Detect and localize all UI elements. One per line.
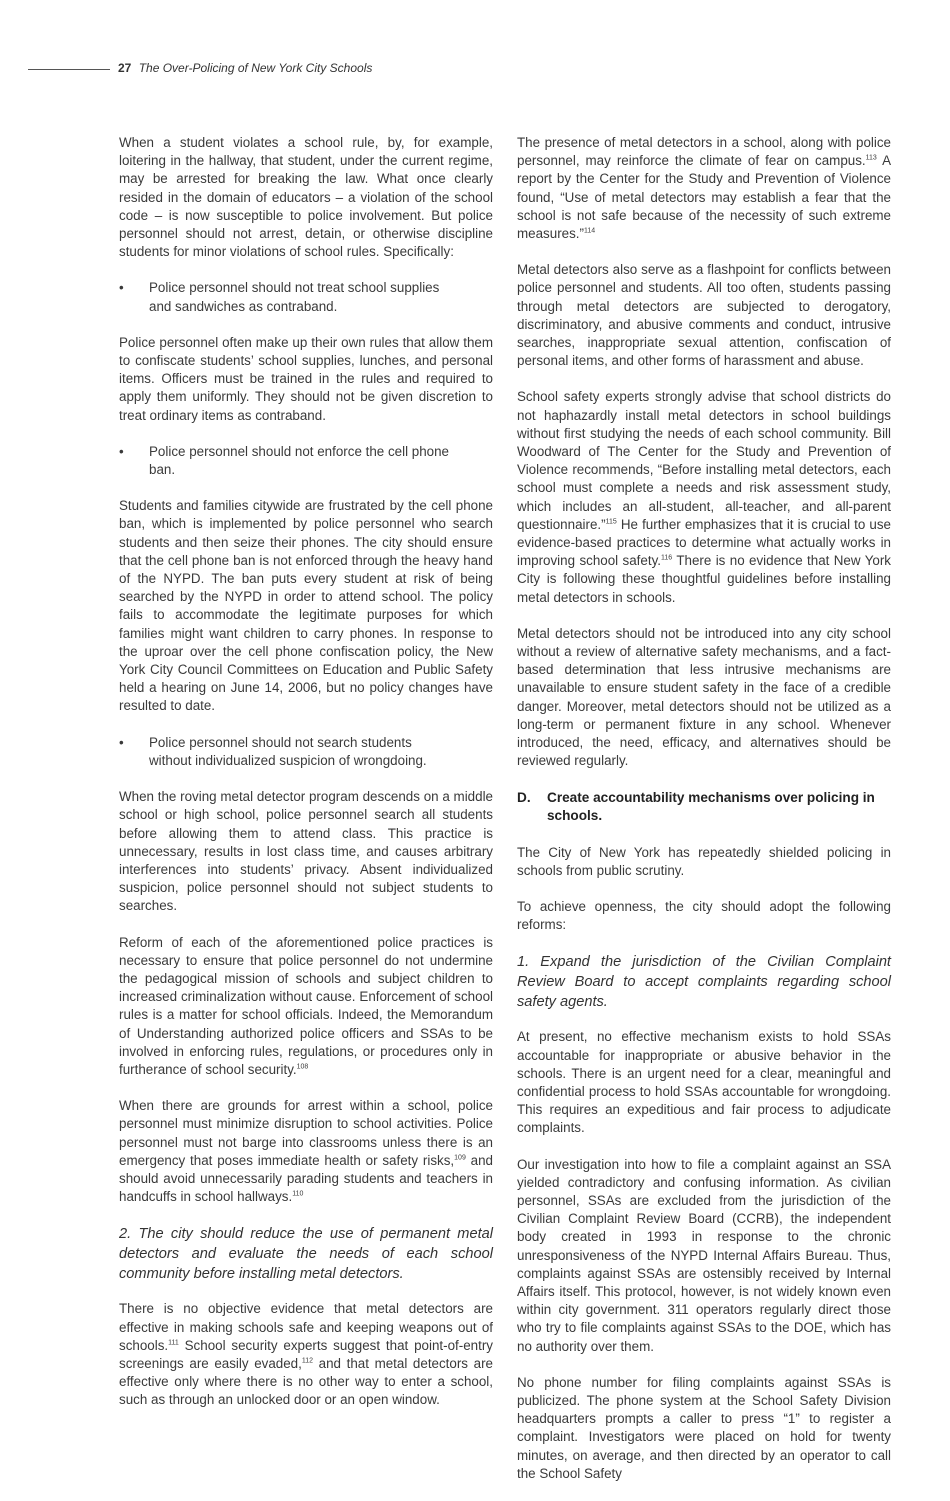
paragraph-text: When there are grounds for arrest within a school, police personnel must minimize disruption to school activities. Police personnel must not barge into classrooms unless there is an emergency that poses immediate health or safety risks,	[119, 1098, 493, 1168]
right-column	[517, 134, 891, 1501]
paragraph-text: Reform of each of the aforementioned police practices is necessary to ensure that police personnel do not undermine the pedagogical mission of schools and subject children to increased criminalization without cause. Enforcement of school rules is a matter for school officials. Indeed, the Memorandum of Understanding authorized police officers and SSAs to be involved in enforcing rules, regulations, or procedures only in furtherance of school security.	[119, 934, 493, 1077]
paragraph-text: School security experts suggest that point-of-entry screenings are easily evaded,	[119, 1337, 493, 1371]
bullet-item: • Police personnel should not treat school supplies and sandwiches as contraband.	[119, 279, 455, 315]
bullet-item: • Police personnel should not search students without individualized suspicion of wrongdoing.	[119, 734, 455, 770]
paragraph: Our investigation into how to file a complaint against an SSA yielded contradictory and confusing information. As civilian personnel, SSAs are excluded from the jurisdiction of the Civilian Complaint Review Board (CCRB), the independent body created in 1993 in response to the chronic unresponsiveness of the NYPD Internal Affairs Bureau. Thus, complaints against SSAs are ostensibly received by Internal Affairs itself. This protocol, however, is not widely known even within city government. 311 operators regularly direct those who try to file complaints against SSAs to the DOE, which has no authority over them.	[517, 1156, 891, 1354]
paragraph: When the roving metal detector program descends on a middle school or high school, police personnel search all students before allowing them to attend class. This practice is unnecessary, results in lost class time, and causes arbitrary interferences into students’ privacy. Absent individualized suspicion, police personnel should not subject students to searches.	[119, 789, 493, 914]
footnote-ref: 109	[454, 1154, 466, 1162]
paragraph-text: He further emphasizes that it is crucial to use evidence-based practices to determine what actually works in improving school safety.	[517, 516, 891, 569]
section-heading	[517, 789, 891, 826]
footnote-ref: 110	[292, 1190, 304, 1198]
footnote-ref: 115	[605, 518, 617, 526]
running-title: The Over-Policing of New York City Schools	[138, 61, 373, 75]
running-header	[118, 61, 372, 75]
paragraph-text: There is no objective evidence that metal detectors are effective in making schools safe and keeping weapons out of schools.	[119, 1301, 493, 1353]
footnote-ref: 108	[296, 1063, 309, 1071]
paragraph: When a student violates a school rule, by, for example, loitering in the hallway, that student, under the current regime, may be arrested for breaking the law. What once clearly resided in the domain of educators – a violation of the school code – is now susceptible to police involvement. But police personnel should not arrest, detain, or otherwise discipline students for minor violations of school rules. Specifically:	[119, 135, 493, 260]
paragraph: Metal detectors also serve as a flashpoint for conflicts between police personnel and students. All too often, students passing through metal detectors are subjected to derogatory, discriminatory, and abusive comments and conduct, intrusive searches, inappropriate sexual attention, confiscation of personal items, and other forms of harassment and abuse.	[517, 262, 891, 369]
paragraph	[517, 134, 891, 243]
paragraph: Police personnel often make up their own rules that allow them to confiscate students’ school supplies, lunches, and personal items. Officers must be trained in the rules and required to apply them uniformly. They should not be given discretion to treat ordinary items as contraband.	[119, 334, 493, 423]
bullet-item: • Police personnel should not enforce the cell phone ban.	[119, 443, 455, 479]
section-title: Create accountability mechanisms over policing in schools.	[547, 789, 875, 823]
footnote-ref: 113	[865, 154, 877, 162]
footnote-ref: 112	[301, 1357, 314, 1365]
paragraph: Metal detectors should not be introduced into any city school without a review of alternative safety mechanisms, and a fact-based determination that less intrusive mechanisms are unavailable to ensure student safety in the face of a credible danger. Moreover, metal detectors should not be utilized as a long-term or permanent fixture in any school. Whenever introduced, the need, efficacy, and alternatives should be reviewed regularly.	[517, 625, 891, 769]
left-column	[119, 134, 493, 1428]
footnote-ref: 114	[583, 227, 596, 235]
paragraph	[119, 1300, 493, 1409]
paragraph	[517, 388, 891, 606]
paragraph: No phone number for filing complaints against SSAs is publicized. The phone system at the School Safety Division headquarters prompts a caller to press “1” to register a complaint. Investigators were placed on hold for twenty minutes, on average, and then directed by an operator to call the School Safety	[517, 1374, 891, 1481]
paragraph-text: The presence of metal detectors in a school, along with police personnel, may reinforce the climate of fear on campus.	[517, 135, 891, 169]
paragraph-text: A report by the Center for the Study and Prevention of Violence found, “Use of metal detectors may establish a fear that the school is not safe because of the necessity of such extreme measures.”	[517, 153, 891, 242]
page-number: 27	[118, 61, 132, 75]
paragraph-text: and that metal detectors are effective only where there is no other way to enter a school, such as through an unlocked door or an open window.	[119, 1355, 493, 1408]
section-letter: D.	[517, 789, 531, 805]
paragraph-text: There is no evidence that New York City is following these thoughtful guidelines before installing metal detectors in schools.	[517, 553, 891, 605]
paragraph: Students and families citywide are frustrated by the cell phone ban, which is implemented by police personnel who search students and then seize their phones. The city should ensure that the cell phone ban is not enforced through the heavy hand of the NYPD. The ban puts every student at risk of being searched by the NYPD in order to attend school. The policy fails to accommodate the legitimate purposes for which families might want children to carry phones. In response to the uproar over the cell phone confiscation policy, the New York City Council Committees on Education and Public Safety held a hearing on June 14, 2006, but no policy changes have resulted to date.	[119, 498, 493, 714]
subsection-heading: 1. Expand the jurisdiction of the Civilian Complaint Review Board to accept complaints regarding school safety agents.	[517, 954, 891, 1011]
subsection-heading: 2. The city should reduce the use of permanent metal detectors and evaluate the needs of each school community before installing metal detectors.	[119, 1226, 493, 1283]
paragraph	[119, 1097, 493, 1206]
paragraph: To achieve openness, the city should adopt the following reforms:	[517, 898, 891, 933]
paragraph-text: School safety experts strongly advise that school districts do not haphazardly install metal detectors in school buildings without first studying the needs of each school community. Bill Woodward of The Center for the Study and Prevention of Violence recommends, “Before installing metal detectors, each school must complete a needs and risk assessment study, which includes an all-student, all-teacher, and all-parent questionnaire.”	[517, 389, 891, 532]
footnote-ref: 111	[168, 1339, 179, 1347]
paragraph: At present, no effective mechanism exists to hold SSAs accountable for inappropriate or abusive behavior in the schools. There is an urgent need for a clear, meaningful and confidential process to hold SSAs accountable for wrongdoing. This requires an expeditious and fair process to adjudicate complaints.	[517, 1029, 891, 1136]
footnote-ref: 116	[661, 554, 673, 562]
header-rule	[28, 69, 110, 70]
paragraph	[119, 934, 493, 1080]
paragraph: The City of New York has repeatedly shielded policing in schools from public scrutiny.	[517, 844, 891, 878]
paragraph-text: and should avoid unnecessarily parading students and teachers in handcuffs in school hallways.	[119, 1152, 494, 1205]
